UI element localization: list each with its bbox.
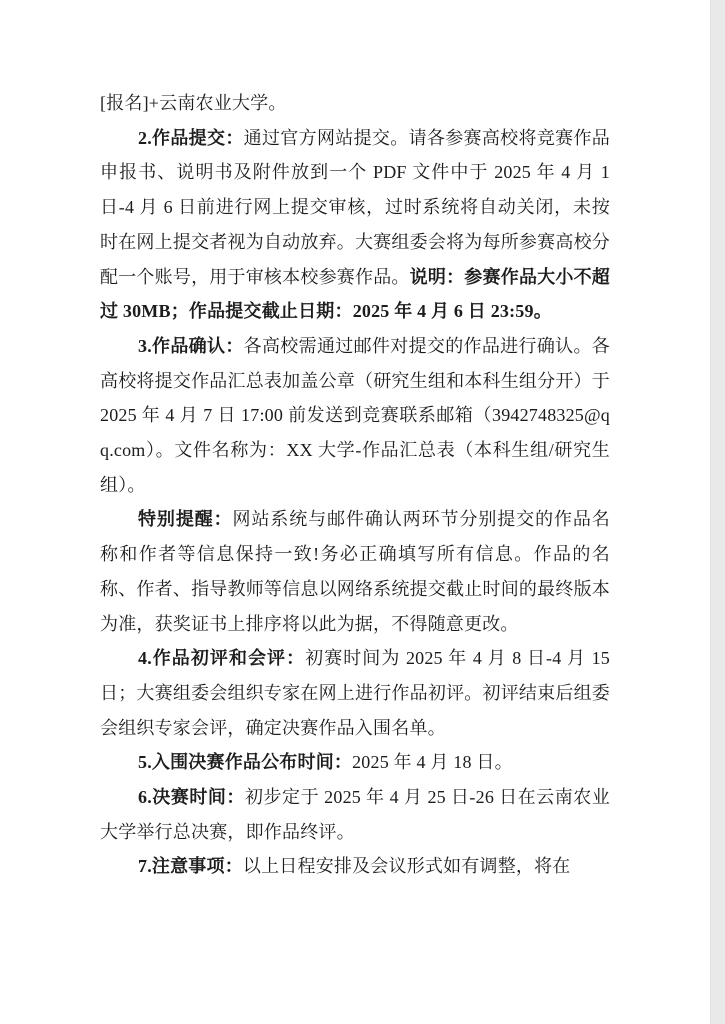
paragraph-text: 初步定于 2025 年 4 月 25 日-26 日在云南农业大学举行总决赛，即作品终评。 bbox=[100, 787, 610, 842]
paragraph-submission bbox=[100, 121, 610, 329]
paragraph-text: 通过官方网站提交。请各参赛高校将竞赛作品申报书、说明书及附件放到一个 PDF 文件中于 2025 年 4 月 1 日-4 月 6 日前进行网上提交审核，过时系统将自动关闭，未按时在网上提交者视为自动放弃。大赛组委会将为每所参赛高校分配一个账号，用于审核本校参赛作品。 bbox=[100, 127, 611, 287]
paragraph-heading: 特别提醒： bbox=[138, 509, 233, 530]
paragraph-note-heading: 说明： bbox=[409, 266, 465, 287]
paragraph-preliminary-review bbox=[100, 641, 610, 745]
document-body bbox=[100, 86, 610, 884]
paragraph-heading: 2.作品提交： bbox=[138, 127, 244, 148]
paragraph-confirmation bbox=[100, 329, 610, 503]
paragraph-note-text: 参赛作品大小不超过 30MB；作品提交截止日期：2025 年 4 月 6 日 23:59。 bbox=[100, 266, 610, 322]
paragraph-text: 以上日程安排及会议形式如有调整，将在 bbox=[242, 856, 571, 877]
paragraph-heading: 4.作品初评和会评： bbox=[138, 648, 306, 669]
paragraph-text: [报名]+云南农业大学。 bbox=[100, 93, 287, 113]
paragraph-notes bbox=[100, 849, 610, 884]
paragraph-finalist-announcement bbox=[100, 745, 610, 780]
paragraph-text: 网站系统与邮件确认两环节分别提交的作品名称和作者等信息保持一致!务必正确填写所有信息。作品的名称、作者、指导教师等信息以网络系统提交截止时间的最终版本为准，获奖证书上排序将以此为据，不得随意更改。 bbox=[100, 509, 611, 634]
paragraph-heading: 5.入围决赛作品公布时间： bbox=[138, 752, 353, 773]
paragraph-special-reminder bbox=[100, 502, 610, 641]
paragraph-registration-tail bbox=[100, 86, 610, 121]
paragraph-final-time bbox=[100, 780, 610, 849]
paragraph-heading: 6.决赛时间： bbox=[138, 787, 245, 808]
scrollbar-track[interactable] bbox=[710, 0, 725, 1024]
paragraph-heading: 3.作品确认： bbox=[138, 335, 244, 356]
paragraph-text: 各高校需通过邮件对提交的作品进行确认。各高校将提交作品汇总表加盖公章（研究生组和本科生组分开）于 2025 年 4 月 7 日 17:00 前发送到竞赛联系邮箱（3942748325@qq.com）。文件名称为：XX 大学-作品汇总表（本科生组/研究生组）。 bbox=[100, 335, 611, 495]
paragraph-heading: 7.注意事项： bbox=[138, 856, 243, 877]
paragraph-text: 2025 年 4 月 18 日。 bbox=[352, 752, 513, 773]
paragraph-text: 初赛时间为 2025 年 4 月 8 日-4 月 15 日；大赛组委会组织专家在网上进行作品初评。初评结束后组委会组织专家会评，确定决赛作品入围名单。 bbox=[100, 648, 610, 738]
